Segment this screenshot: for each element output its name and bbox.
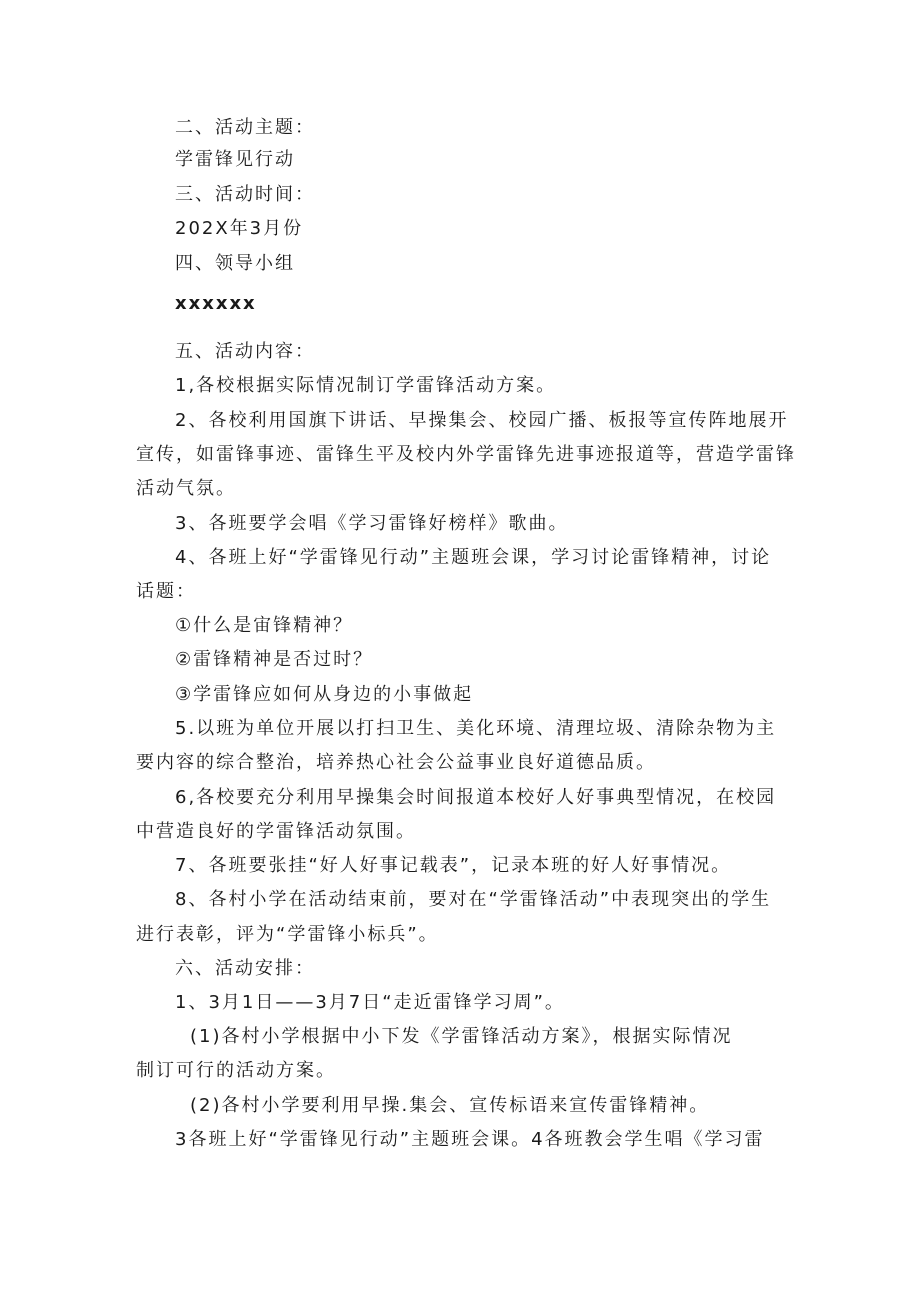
content-item-8: 8、各村小学在活动结束前，要对在“学雷锋活动”中表现突出的学生 — [175, 889, 772, 910]
content-item-5: 5.以班为单位开展以打扫卫生、美化环境、清理垃圾、清除杂物为主 — [175, 718, 777, 739]
heading-activity-theme: 二、活动主题： — [175, 117, 315, 138]
activity-time-text: 202X年3月份 — [175, 218, 304, 239]
schedule-item-3-4: 3各班上好“学雷锋见行动”主题班会课。4各班教会学生唱《学习雷 — [175, 1129, 765, 1150]
topic-1: ①什么是宙锋精神？ — [175, 615, 354, 636]
content-item-2-cont: 宣传，如雷锋事迹、雷锋生平及校内外学雷锋先进事迹报道等，营造学雷锋 — [136, 444, 796, 465]
schedule-sub-1-cont: 制订可行的活动方案。 — [136, 1060, 336, 1081]
activity-theme-text: 学雷锋见行动 — [175, 149, 295, 170]
content-item-8-cont: 进行表彰，评为“学雷锋小标兵”。 — [136, 924, 439, 945]
content-item-7: 7、各班要张挂“好人好事记载表”，记录本班的好人好事情况。 — [175, 855, 732, 876]
topic-3: ③学雷锋应如何从身边的小事做起 — [175, 684, 474, 705]
content-item-4: 4、各班上好“学雷锋见行动”主题班会课，学习讨论雷锋精神，讨论 — [175, 547, 772, 568]
content-item-4-cont: 话题： — [136, 581, 196, 602]
content-item-6: 6,各校要充分利用早操集会时间报道本校好人好事典型情况，在校园 — [175, 787, 777, 808]
content-item-1: 1,各校根据实际情况制订学雷锋活动方案。 — [175, 375, 557, 396]
heading-activity-schedule: 六、活动安排： — [175, 958, 315, 979]
heading-leadership-group: 四、领导小组 — [175, 253, 295, 274]
heading-activity-content: 五、活动内容： — [175, 341, 315, 362]
content-item-3: 3、各班要学会唱《学习雷锋好榜样》歌曲。 — [175, 513, 569, 534]
content-item-6-cont: 中营造良好的学雷锋活动氛围。 — [136, 821, 416, 842]
content-item-2-cont: 活动气氛。 — [136, 478, 236, 499]
topic-2: ②雷锋精神是否过时？ — [175, 649, 374, 670]
schedule-sub-2: (2)各村小学要利用早操.集会、宣传标语来宣传雷锋精神。 — [190, 1095, 710, 1116]
heading-activity-time: 三、活动时间： — [175, 184, 315, 205]
schedule-sub-1: (1)各村小学根据中小下发《学雷锋活动方案》，根据实际情况 — [190, 1026, 733, 1047]
content-item-2: 2、各校利用国旗下讲话、早操集会、校园广播、板报等宣传阵地展开 — [175, 410, 789, 431]
leadership-group-text: xxxxxx — [175, 293, 257, 314]
content-item-5-cont: 要内容的综合整治，培养热心社会公益事业良好道德品质。 — [136, 752, 656, 773]
schedule-item-1: 1、3月1日——3月7日“走近雷锋学习周”。 — [175, 992, 565, 1013]
